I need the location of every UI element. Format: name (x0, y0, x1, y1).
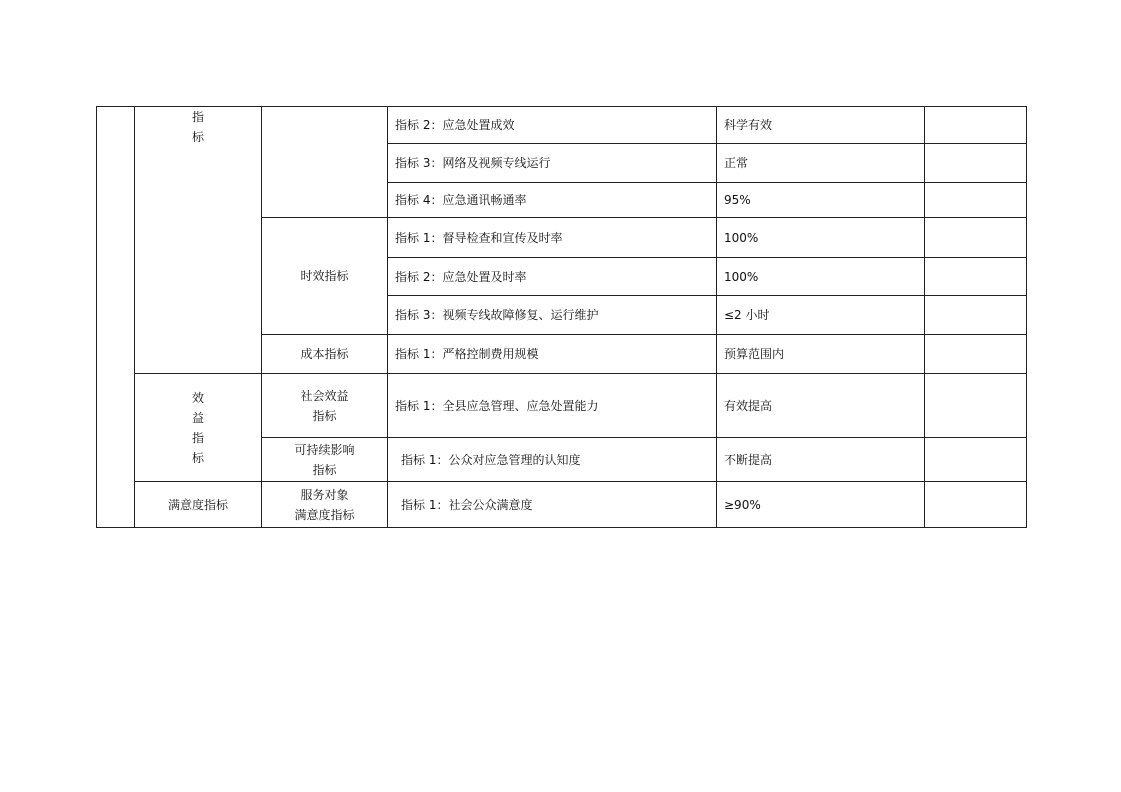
indicator-cell: 指标 1：全县应急管理、应急处置能力 (388, 374, 717, 438)
sustainable-impact-label (262, 438, 388, 482)
category-label-char: 效 (191, 390, 204, 405)
remark-cell (925, 438, 1027, 482)
secondary-label-cell-empty (262, 107, 388, 218)
indicator-cell: 指标 3：网络及视频专线运行 (388, 144, 717, 183)
indicator-cell: 指标 4：应急通讯畅通率 (388, 183, 717, 218)
remark-cell (925, 144, 1027, 183)
value-cell: 100% (717, 218, 925, 258)
category-label-char: 标 (191, 130, 204, 144)
value-cell: 100% (717, 258, 925, 296)
category-label-char: 指 (191, 110, 204, 124)
value-cell: 有效提高 (717, 374, 925, 438)
remark-cell (925, 183, 1027, 218)
category-label-char: 益 (191, 410, 204, 425)
indicator-cell: 指标 1：督导检查和宣传及时率 (388, 218, 717, 258)
value-cell: ≥90% (717, 482, 925, 528)
performance-indicator-table (96, 106, 1027, 528)
indicator-cell: 指标 1：社会公众满意度 (388, 482, 717, 528)
social-benefit-label (262, 374, 388, 438)
remark-cell (925, 335, 1027, 374)
value-cell: ≤2 小时 (717, 296, 925, 335)
label-line: 满意度指标 (294, 507, 355, 522)
remark-cell (925, 258, 1027, 296)
remark-cell (925, 374, 1027, 438)
blank-first-column-cell (97, 107, 135, 528)
remark-cell (925, 107, 1027, 144)
label-line: 服务对象 (300, 487, 349, 502)
remark-cell (925, 218, 1027, 258)
benefit-indicators-label (135, 374, 262, 482)
label-line: 社会效益 (300, 388, 349, 403)
value-cell: 不断提高 (717, 438, 925, 482)
category-label-char: 标 (191, 450, 204, 465)
satisfaction-indicators-label: 满意度指标 (135, 482, 262, 528)
table-row (97, 107, 1027, 144)
table-row (97, 482, 1027, 528)
timeliness-indicators-label: 时效指标 (262, 218, 388, 335)
category-label-char: 指 (191, 430, 204, 445)
output-indicators-label (135, 107, 262, 374)
remark-cell (925, 296, 1027, 335)
indicator-cell: 指标 1：公众对应急管理的认知度 (388, 438, 717, 482)
table-row (97, 374, 1027, 438)
indicator-cell: 指标 3：视频专线故障修复、运行维护 (388, 296, 717, 335)
indicator-cell: 指标 1：严格控制费用规模 (388, 335, 717, 374)
indicator-cell: 指标 2：应急处置成效 (388, 107, 717, 144)
value-cell: 预算范围内 (717, 335, 925, 374)
indicator-cell: 指标 2：应急处置及时率 (388, 258, 717, 296)
label-line: 可持续影响 (294, 442, 355, 457)
cost-indicators-label: 成本指标 (262, 335, 388, 374)
label-line: 指标 (312, 408, 337, 423)
value-cell: 科学有效 (717, 107, 925, 144)
service-satisfaction-label (262, 482, 388, 528)
value-cell: 正常 (717, 144, 925, 183)
value-cell: 95% (717, 183, 925, 218)
remark-cell (925, 482, 1027, 528)
label-line: 指标 (312, 462, 337, 477)
